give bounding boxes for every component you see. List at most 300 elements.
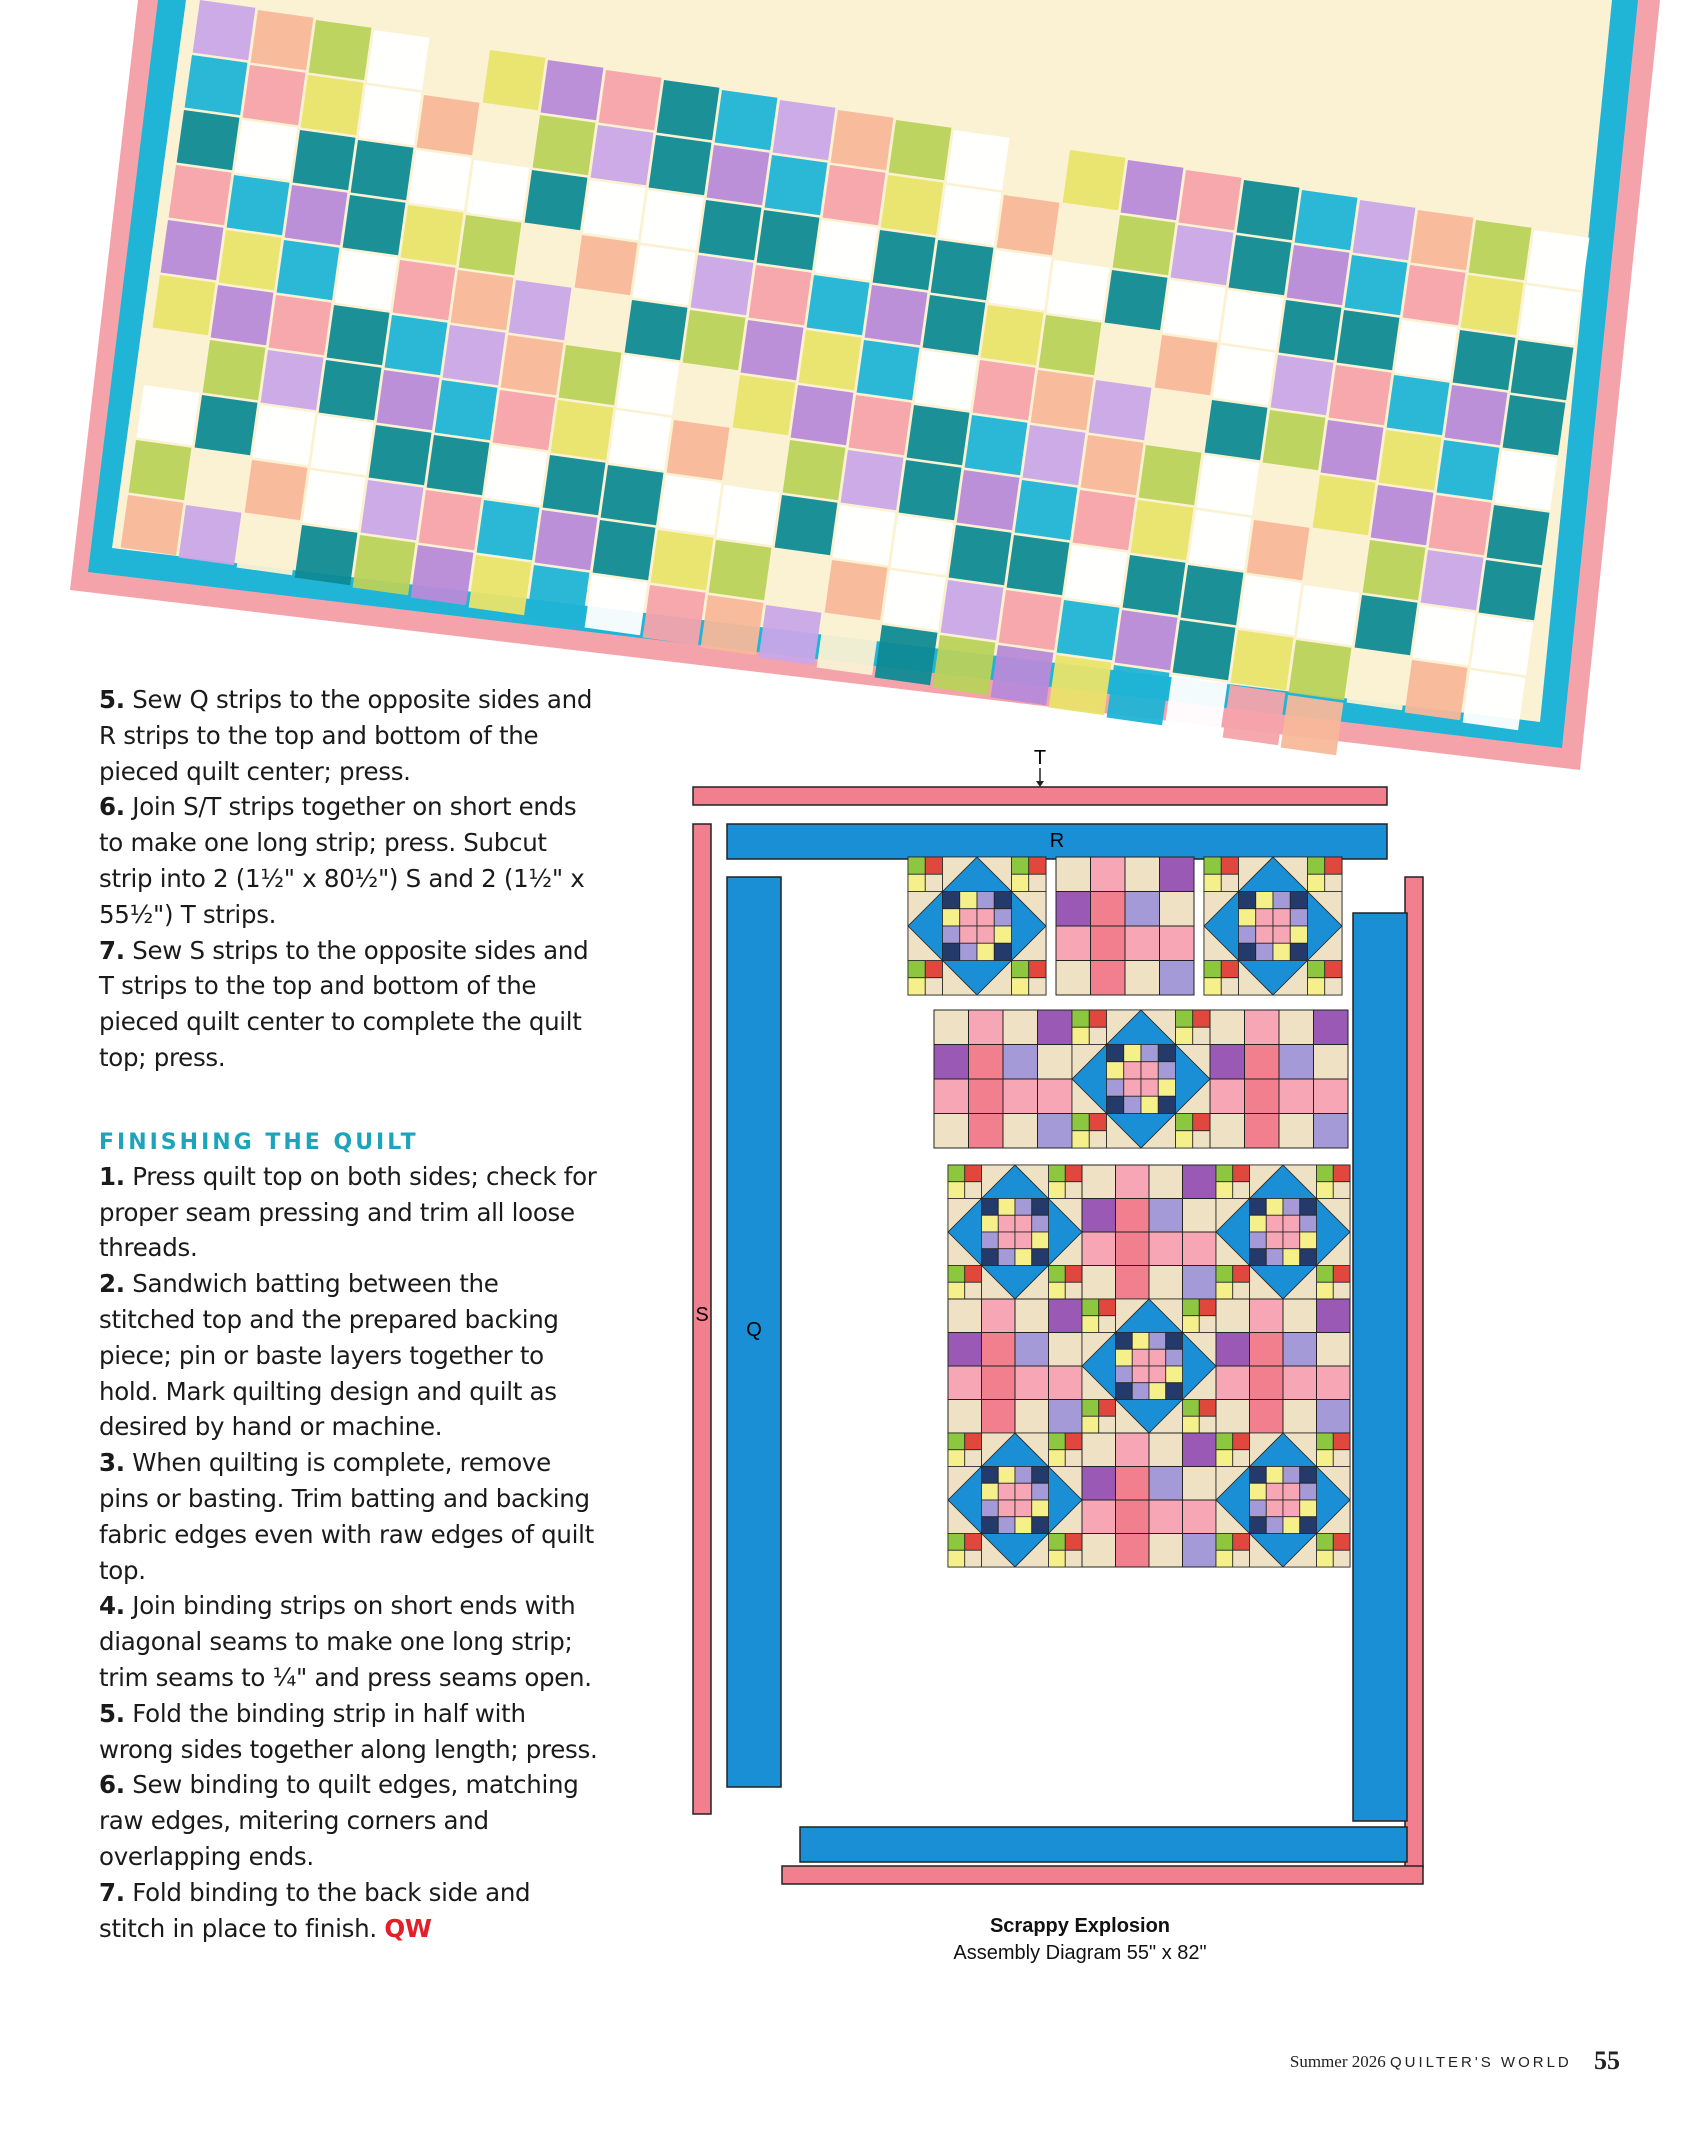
center-patch <box>1107 1096 1124 1113</box>
corner-patch <box>1029 857 1046 874</box>
quilt-patch <box>193 0 256 60</box>
quilt-patch <box>1445 385 1508 445</box>
corner-patch <box>948 1433 965 1450</box>
cross-block <box>1082 1165 1216 1299</box>
quilt-patch <box>1007 535 1070 595</box>
corner-patch <box>965 1266 982 1283</box>
center-patch <box>1116 1383 1133 1400</box>
quilt-patch <box>351 140 414 200</box>
cross-patch <box>934 1045 969 1080</box>
quilt-patch <box>459 215 522 275</box>
corner-patch <box>1049 1550 1066 1567</box>
quilt-patch <box>277 240 340 300</box>
corner-patch <box>1317 1266 1334 1283</box>
center-patch <box>943 943 960 960</box>
cross-patch <box>1183 1467 1217 1501</box>
quilt-patch <box>701 595 764 655</box>
quilt-patch <box>1347 650 1410 710</box>
step-number: 5. <box>99 685 125 714</box>
quilt-patch <box>741 320 804 380</box>
center-patch <box>1015 1467 1032 1484</box>
quilt-patch <box>145 330 208 390</box>
cross-patch <box>982 1299 1016 1333</box>
quilt-patch <box>1453 330 1516 390</box>
center-patch <box>1273 926 1290 943</box>
center-patch <box>1290 892 1307 909</box>
cross-patch <box>1056 857 1091 892</box>
center-patch <box>1266 1467 1283 1484</box>
center-patch <box>1116 1366 1133 1383</box>
quilt-patch <box>1337 310 1400 370</box>
center-patch <box>1015 1249 1032 1266</box>
quilt-patch <box>285 185 348 245</box>
quilt-patch <box>1471 615 1534 675</box>
quilt-patch <box>1189 510 1252 570</box>
cross-patch <box>1049 1400 1083 1434</box>
cross-patch <box>1125 961 1160 996</box>
center-patch <box>1032 1249 1049 1266</box>
center-patch <box>1132 1333 1149 1350</box>
finishing-step-2 <box>99 1266 599 1445</box>
step-number: 7. <box>99 935 125 965</box>
quilt-patch <box>1413 605 1476 665</box>
finishing-heading: FINISHING THE QUILT <box>99 1129 419 1155</box>
corner-patch <box>1012 857 1029 874</box>
quilt-patch <box>177 110 240 170</box>
center-patch <box>1256 943 1273 960</box>
cross-patch <box>1149 1232 1183 1266</box>
cross-patch <box>1082 1165 1116 1199</box>
corner-patch <box>1317 1534 1334 1551</box>
quilt-patch <box>939 185 1002 245</box>
cross-patch <box>1216 1366 1250 1400</box>
center-patch <box>977 892 994 909</box>
quilt-patch <box>1247 520 1310 580</box>
quilt-patch <box>973 360 1036 420</box>
quilt-patch <box>1065 545 1128 605</box>
strip-r-bottom <box>800 1827 1407 1862</box>
cross-patch <box>1015 1400 1049 1434</box>
center-patch <box>1283 1483 1300 1500</box>
center-patch <box>1149 1366 1166 1383</box>
corner-patch <box>1049 1165 1066 1182</box>
quilt-patch <box>817 615 880 675</box>
quilt-patch <box>1371 485 1434 545</box>
cross-patch <box>1279 1114 1314 1149</box>
step-text: Sandwich batting between the stitched top and the prepared backing piece; pin or baste layers together to hold. Mark quilting design and quilt as desired by hand or machine. <box>99 1269 559 1442</box>
corner-patch <box>1065 1550 1082 1567</box>
quilt-patch <box>633 245 696 305</box>
corner-patch <box>948 1182 965 1199</box>
center-patch <box>1239 892 1256 909</box>
quilt-patch <box>807 275 870 335</box>
cross-patch <box>1003 1045 1038 1080</box>
quilt-patch <box>1345 255 1408 315</box>
corner-patch <box>1049 1450 1066 1467</box>
center-patch <box>1256 909 1273 926</box>
cross-patch <box>948 1400 982 1434</box>
quilt-patch <box>881 175 944 235</box>
corner-patch <box>1333 1534 1350 1551</box>
cross-patch <box>1116 1266 1150 1300</box>
cross-patch <box>1038 1045 1073 1080</box>
step-number: 5. <box>99 1698 125 1728</box>
center-patch <box>1015 1483 1032 1500</box>
finishing-step-6 <box>99 1767 599 1874</box>
center-patch <box>1032 1232 1049 1249</box>
finishing-step-5 <box>99 1696 599 1768</box>
star-block <box>948 1165 1082 1299</box>
quilt-patch <box>121 495 184 555</box>
center-patch <box>960 909 977 926</box>
center-patch <box>1250 1483 1267 1500</box>
corner-patch <box>1204 857 1221 874</box>
quilt-patch <box>475 105 538 165</box>
corner-patch <box>1221 857 1238 874</box>
quilt-patch <box>517 225 580 285</box>
center-patch <box>1158 1096 1175 1113</box>
corner-patch <box>948 1282 965 1299</box>
corner-patch <box>1333 1282 1350 1299</box>
star-block <box>1216 1433 1350 1567</box>
corner-patch <box>965 1534 982 1551</box>
quilt-patch <box>1055 205 1118 265</box>
center-patch <box>1283 1467 1300 1484</box>
corner-patch <box>1082 1299 1099 1316</box>
corner-patch <box>1193 1114 1210 1131</box>
corner-patch <box>908 961 925 978</box>
quilt-patch <box>991 645 1054 705</box>
quilt-patch <box>659 475 722 535</box>
quilt-patch <box>1165 675 1228 735</box>
quilt-patch <box>1469 220 1532 280</box>
quilt-patch <box>1287 245 1350 305</box>
cross-patch <box>1283 1299 1317 1333</box>
quilt-patch <box>543 455 606 515</box>
quilt-patch <box>303 470 366 530</box>
quilt-patch <box>245 460 308 520</box>
corner-patch <box>1221 961 1238 978</box>
corner-patch <box>1012 978 1029 995</box>
quilt-patch <box>237 515 300 575</box>
quilt-patch <box>717 485 780 545</box>
cross-patch <box>1038 1010 1073 1045</box>
quilt-patch <box>401 205 464 265</box>
cross-patch <box>1082 1500 1116 1534</box>
step-number: 6. <box>99 792 125 822</box>
center-patch <box>1141 1079 1158 1096</box>
quilt-patch <box>1105 270 1168 330</box>
step-number: 2. <box>99 1269 125 1299</box>
cross-patch <box>1149 1467 1183 1501</box>
center-patch <box>1250 1467 1267 1484</box>
cross-patch <box>1149 1266 1183 1300</box>
quilt-patch <box>443 325 506 385</box>
center-patch <box>943 909 960 926</box>
step-number: 3. <box>99 1448 125 1478</box>
quilt-patch <box>1223 685 1286 745</box>
quilt-patch <box>699 200 762 260</box>
diagram-caption-title: Scrappy Explosion <box>989 1915 1171 1937</box>
quilt-patch <box>533 115 596 175</box>
quilt-patch <box>203 340 266 400</box>
quilt-patch <box>419 490 482 550</box>
corner-patch <box>948 1165 965 1182</box>
corner-patch <box>1065 1182 1082 1199</box>
quilt-patch <box>1289 640 1352 700</box>
center-patch <box>1266 1483 1283 1500</box>
cross-patch <box>1003 1079 1038 1114</box>
quilt-patch <box>775 495 838 555</box>
center-patch <box>998 1467 1015 1484</box>
quilt-patch <box>1181 565 1244 625</box>
center-patch <box>998 1215 1015 1232</box>
center-patch <box>1239 943 1256 960</box>
corner-patch <box>1325 978 1342 995</box>
quilt-patch <box>1121 160 1184 220</box>
center-patch <box>1032 1215 1049 1232</box>
cross-patch <box>1314 1079 1349 1114</box>
corner-patch <box>1065 1165 1082 1182</box>
center-patch <box>1283 1199 1300 1216</box>
star-block <box>1204 857 1342 995</box>
label-s: S <box>695 1304 709 1326</box>
quilt-patch <box>815 220 878 280</box>
cross-patch <box>1149 1500 1183 1534</box>
quilt-patch <box>1403 265 1466 325</box>
center-patch <box>982 1467 999 1484</box>
center-patch <box>1116 1333 1133 1350</box>
corner-patch <box>1176 1114 1193 1131</box>
corner-patch <box>1333 1165 1350 1182</box>
quilt-patch <box>483 50 546 110</box>
cross-patch <box>1116 1232 1150 1266</box>
quilt-photo <box>0 0 1700 800</box>
quilt-patch <box>477 500 540 560</box>
quilt-patch <box>385 315 448 375</box>
step-text: Sew binding to quilt edges, matching raw edges, mitering corners and overlapping ends. <box>99 1770 579 1871</box>
quilt-patch <box>757 210 820 270</box>
cross-patch <box>1279 1010 1314 1045</box>
cross-patch <box>1149 1199 1183 1233</box>
cross-patch <box>1314 1045 1349 1080</box>
corner-patch <box>1049 1182 1066 1199</box>
center-patch <box>1250 1232 1267 1249</box>
center-patch <box>1290 926 1307 943</box>
center-patch <box>982 1199 999 1216</box>
corner-patch <box>908 874 925 891</box>
cross-patch <box>948 1366 982 1400</box>
cross-patch <box>969 1114 1004 1149</box>
quilt-patch <box>393 260 456 320</box>
corner-patch <box>1089 1027 1106 1044</box>
quilt-patch <box>1271 355 1334 415</box>
corner-patch <box>1183 1316 1200 1333</box>
center-patch <box>1273 892 1290 909</box>
cross-patch <box>1091 926 1126 961</box>
center-patch <box>1032 1467 1049 1484</box>
corner-patch <box>948 1266 965 1283</box>
center-patch <box>1015 1199 1032 1216</box>
center-patch <box>1290 943 1307 960</box>
corner-patch <box>1029 874 1046 891</box>
cross-patch <box>1183 1165 1217 1199</box>
center-patch <box>1124 1079 1141 1096</box>
corner-patch <box>1317 1550 1334 1567</box>
cross-patch <box>1149 1534 1183 1568</box>
corner-patch <box>925 857 942 874</box>
cross-patch <box>1317 1366 1351 1400</box>
corner-patch <box>1317 1433 1334 1450</box>
quilt-patch <box>1421 550 1484 610</box>
cross-patch <box>1015 1299 1049 1333</box>
step-number: 6. <box>99 1770 125 1800</box>
quilt-patch <box>941 580 1004 640</box>
cross-patch <box>1279 1045 1314 1080</box>
quilt-patch <box>833 505 896 565</box>
quilt-patch <box>251 10 314 70</box>
corner-patch <box>965 1433 982 1450</box>
center-patch <box>1132 1349 1149 1366</box>
corner-patch <box>1099 1316 1116 1333</box>
cross-patch <box>934 1010 969 1045</box>
quilt-patch <box>981 305 1044 365</box>
quilt-patch <box>649 135 712 195</box>
corner-patch <box>1204 961 1221 978</box>
cross-patch <box>1245 1079 1280 1114</box>
quilt-patch <box>1123 555 1186 615</box>
quilt-patch <box>625 300 688 360</box>
cross-patch <box>1056 961 1091 996</box>
quilt-patch <box>1073 490 1136 550</box>
center-patch <box>998 1500 1015 1517</box>
corner-patch <box>1183 1416 1200 1433</box>
center-patch <box>977 909 994 926</box>
quilt-patch <box>1395 320 1458 380</box>
cross-patch <box>1160 857 1195 892</box>
quilt-patch <box>947 130 1010 190</box>
cross-patch <box>1250 1366 1284 1400</box>
cross-patch <box>1116 1433 1150 1467</box>
quilt-patch <box>1131 500 1194 560</box>
quilt-patch <box>309 20 372 80</box>
center-patch <box>943 926 960 943</box>
quilt-patch <box>1039 315 1102 375</box>
cross-patch <box>1210 1114 1245 1149</box>
cross-patch <box>1183 1232 1217 1266</box>
center-patch <box>998 1232 1015 1249</box>
quilt-patch <box>535 510 598 570</box>
quilt-patch <box>1231 630 1294 690</box>
center-patch <box>1124 1045 1141 1062</box>
cross-block <box>934 1010 1072 1148</box>
quilt-patch <box>1107 665 1170 725</box>
quilt-patch <box>1297 585 1360 645</box>
corner-patch <box>1199 1400 1216 1417</box>
quilt-patch <box>253 405 316 465</box>
center-patch <box>994 909 1011 926</box>
cross-block <box>1210 1010 1348 1148</box>
corner-patch <box>1333 1450 1350 1467</box>
center-patch <box>1283 1232 1300 1249</box>
quilt-patch <box>1097 325 1160 385</box>
quilt-patch <box>759 605 822 665</box>
corner-patch <box>965 1282 982 1299</box>
quilt-patch <box>1197 455 1260 515</box>
center-patch <box>1032 1500 1049 1517</box>
quilt-patch <box>319 360 382 420</box>
cross-patch <box>1082 1534 1116 1568</box>
cross-patch <box>1038 1114 1073 1149</box>
center-patch <box>1107 1045 1124 1062</box>
quilt-patch <box>493 390 556 450</box>
quilt-patch <box>1279 300 1342 360</box>
cross-patch <box>1317 1333 1351 1367</box>
quilt-patch <box>791 385 854 445</box>
quilt-patch <box>1503 395 1566 455</box>
corner-patch <box>1325 874 1342 891</box>
quilt-patch <box>1173 620 1236 680</box>
corner-patch <box>1325 857 1342 874</box>
quilt-patch <box>1305 530 1368 590</box>
quilt-patch <box>907 405 970 465</box>
cross-patch <box>1082 1232 1116 1266</box>
center-patch <box>1273 943 1290 960</box>
corner-patch <box>1049 1266 1066 1283</box>
quilt-patch <box>301 75 364 135</box>
corner-patch <box>1193 1027 1210 1044</box>
center-patch <box>1239 909 1256 926</box>
corner-patch <box>1333 1550 1350 1567</box>
cross-patch <box>1091 961 1126 996</box>
quilt-patch <box>841 450 904 510</box>
quilt-patch <box>467 160 530 220</box>
quilt-patch <box>1321 420 1384 480</box>
cross-patch <box>1210 1045 1245 1080</box>
corner-patch <box>1183 1299 1200 1316</box>
cross-patch <box>1038 1079 1073 1114</box>
quilt-patch <box>857 340 920 400</box>
cross-patch <box>1317 1299 1351 1333</box>
quilt-patch <box>1221 290 1284 350</box>
cross-patch <box>1049 1299 1083 1333</box>
cross-patch <box>1116 1500 1150 1534</box>
corner-patch <box>1233 1165 1250 1182</box>
corner-patch <box>1049 1433 1066 1450</box>
cross-patch <box>1314 1010 1349 1045</box>
quilt-patch <box>435 380 498 440</box>
corner-patch <box>948 1534 965 1551</box>
quilt-patch <box>599 70 662 130</box>
corner-patch <box>1176 1131 1193 1148</box>
cross-patch <box>1082 1433 1116 1467</box>
cross-patch <box>1125 926 1160 961</box>
corner-patch <box>1012 874 1029 891</box>
page-footer <box>1290 2046 1620 2076</box>
quilt-patch <box>361 480 424 540</box>
center-patch <box>1266 1232 1283 1249</box>
corner-patch <box>1233 1450 1250 1467</box>
quilt-patch <box>1049 655 1112 715</box>
center-patch <box>1116 1349 1133 1366</box>
cross-patch <box>1116 1199 1150 1233</box>
quilt-patch <box>915 350 978 410</box>
corner-patch <box>1233 1182 1250 1199</box>
corner-patch <box>1029 978 1046 995</box>
center-patch <box>1015 1517 1032 1534</box>
quilt-patch <box>295 525 358 585</box>
cross-patch <box>1317 1400 1351 1434</box>
